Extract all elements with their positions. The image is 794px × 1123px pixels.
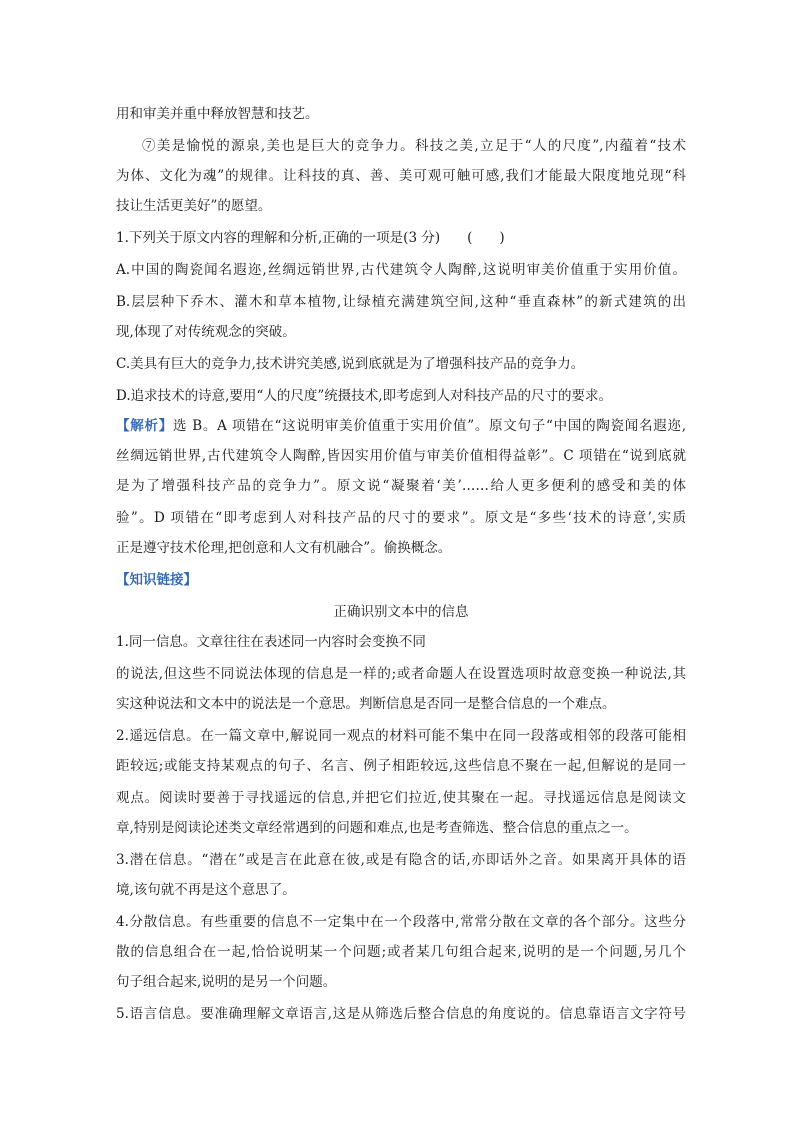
option-d: D.追求技术的诗意,要用“人的尺度”统摄技术,即考虑到人对科技产品的尺寸的要求。 [116,388,613,404]
text-line: 用和审美并重中释放智慧和技艺。 [116,106,319,122]
option-c: C.美具有巨大的竞争力,技术讲究美感,说到底就是为了增强科技产品的竞争力。 [116,356,585,372]
analysis-text: 选 B。A 项错在“这说明审美价值重于实用价值”。原文句子“中国的陶瓷闻名遐迩, [172,418,687,434]
text-line: 句子组合起来,说明的是另一个问题。 [116,974,337,990]
question-stem: 1.下列关于原文内容的理解和分析,正确的一项是(3 分) ( ) [116,230,505,246]
option-b-cont: 现,体现了对传统观念的突破。 [116,324,296,340]
option-b: B.层层种下乔木、灌木和草本植物,让绿植充满建筑空间,这种“垂直森林”的新式建筑的出 [116,294,686,310]
text-line: 2.遥远信息。在一篇文章中,解说同一观点的材料可能不集中在同一段落或相邻的段落可能相 [116,728,686,744]
text-line: 验”。D 项错在“即考虑到人对科技产品的尺寸的要求”。原文是“多些‘技术的诗意’,实质 [116,510,686,526]
analysis-line [116,416,686,436]
text-line: 1.同一信息。文章往往在表述同一内容时会变换不同 [116,634,426,650]
option-a: A.中国的陶瓷闻名遐迩,丝绸远销世界,古代建筑令人陶醉,这说明审美价值重于实用价值。 [116,262,686,278]
analysis-tag: 【解析】 [116,418,173,434]
text-line: ⑦美是愉悦的源泉,美也是巨大的竞争力。科技之美,立足于“人的尺度”,内蕴着“技术 [142,138,686,154]
text-line: 距较远;或能支持某观点的句子、名言、例子相距较远,这些信息不聚在一起,但解说的是同一 [116,758,686,774]
text-line: 5.语言信息。要准确理解文章语言,这是从筛选后整合信息的角度说的。信息靠语言文字符号 [116,1006,686,1022]
section-title: 正确识别文本中的信息 [333,604,469,620]
text-line: 正是遵守技术伦理,把创意和人文有机融合”。偷换概念。 [116,540,452,556]
text-line: 章,特别是阅读论述类文章经常遇到的问题和难点,也是考查筛选、整合信息的重点之一。 [116,820,638,836]
text-line: 是为了增强科技产品的竞争力”。原文说“凝聚着‘美’……给人更多便利的感受和美的体 [116,478,686,494]
text-line: 技让生活更美好”的愿望。 [116,198,272,214]
text-line: 散的信息组合在一起,恰恰说明某一个问题;或者某几句组合起来,说明的是一个问题,另几个 [116,944,686,960]
text-line: 境,该句就不再是这个意思了。 [116,882,296,898]
text-line: 丝绸远销世界,古代建筑令人陶醉,皆因实用价值与审美价值相得益彰”。C 项错在“说到底就 [116,448,686,464]
text-line: 4.分散信息。有些重要的信息不一定集中在一个段落中,常常分散在文章的各个部分。这些分 [116,914,686,930]
knowledge-tag: 【知识链接】 [116,572,197,588]
text-line: 实这种说法和文本中的说法是一个意思。判断信息是否同一是整合信息的一个难点。 [116,696,616,712]
text-line: 观点。阅读时要善于寻找遥远的信息,并把它们拉近,使其聚在一起。寻找遥远信息是阅读文 [116,790,686,806]
text-line: 的说法,但这些不同说法体现的信息是一样的;或者命题人在设置选项时故意变换一种说法,其 [116,666,686,682]
text-line: 为体、文化为魂”的规律。让科技的真、善、美可观可触可感,我们才能最大限度地兑现“科 [116,168,686,184]
text-line: 3.潜在信息。“潜在”或是言在此意在彼,或是有隐含的话,亦即话外之音。如果离开具体的语 [116,852,686,868]
